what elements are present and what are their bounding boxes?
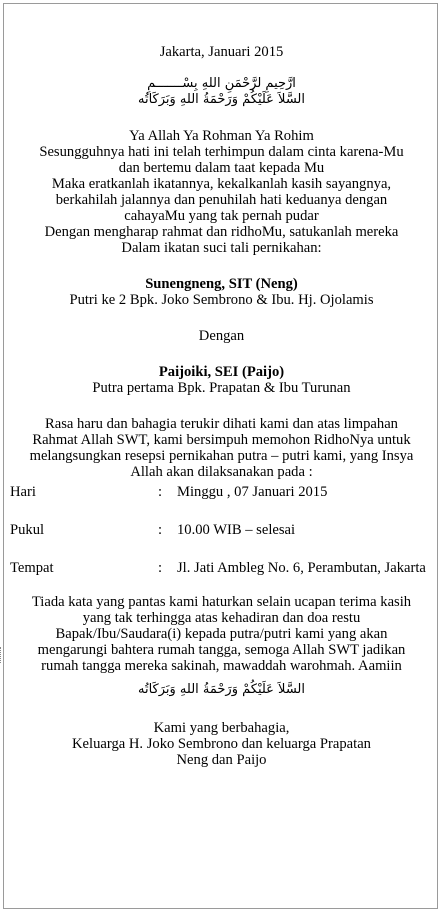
- prayer-line: Ya Allah Ya Rohman Ya Rohim: [129, 128, 314, 144]
- margin-marker: [0, 647, 3, 663]
- closing-salam-arabic: السَّلاَ عَلَيْكُمْ وَرَحْمَةُ اللهِ وَبَرَكَاتُه: [137, 682, 305, 697]
- groom-name: Paijoiki, SEI (Paijo): [158, 364, 285, 380]
- detail-colon: :: [158, 522, 163, 538]
- detail-value: Minggu , 07 Januari 2015: [177, 484, 328, 500]
- salam-arabic: السَّلاَ عَلَيْكُمْ وَرَحْمَةُ اللهِ وَبَرَكَاتُه: [137, 92, 305, 107]
- invitation-line: melangsungkan resepsi pernikahan putra – putri kami, yang Insya: [29, 448, 414, 464]
- closing-line: yang tak terhingga atas kehadiran dan doa restu: [82, 610, 361, 626]
- closing-block: [10, 594, 433, 674]
- groom-parents: Putra pertama Bpk. Prapatan & Ibu Turunan: [92, 380, 351, 396]
- detail-row-hari: [10, 484, 433, 500]
- invitation-line: Rasa haru dan bahagia terukir dihati kami dan atas limpahan: [45, 416, 398, 432]
- prayer-line: Sesungguhnya hati ini telah terhimpun dalam cinta karena-Mu: [39, 144, 404, 160]
- closing-line: Bapak/Ibu/Saudara(i) kepada putra/putri kami yang akan: [55, 626, 388, 642]
- detail-value: Jl. Jati Ambleg No. 6, Perambutan, Jakarta: [177, 560, 426, 576]
- detail-label: Tempat: [10, 560, 54, 576]
- signature-line: Neng dan Paijo: [176, 752, 267, 768]
- prayer-line: dan bertemu dalam taat kepada Mu: [118, 160, 325, 176]
- bride-name: Sunengneng, SIT (Neng): [145, 276, 298, 292]
- signature-line: Keluarga H. Joko Sembrono dan keluarga Prapatan: [72, 736, 371, 752]
- detail-label: Pukul: [10, 522, 45, 538]
- closing-line: mengarungi bahtera rumah tangga, semoga Allah SWT jadikan: [37, 642, 406, 658]
- place-date: Jakarta, Januari 2015: [159, 44, 284, 60]
- detail-colon: :: [158, 484, 163, 500]
- signature-line: Kami yang berbahagia,: [153, 720, 290, 736]
- closing-line: Tiada kata yang pantas kami haturkan selain ucapan terima kasih: [31, 594, 412, 610]
- bride-parents: Putri ke 2 Bpk. Joko Sembrono & Ibu. Hj. Ojolamis: [69, 292, 374, 308]
- prayer-line: Dengan mengharap rahmat dan ridhoMu, satukanlah mereka: [44, 224, 399, 240]
- detail-value: 10.00 WIB – selesai: [177, 522, 296, 538]
- connector-text: Dengan: [198, 328, 245, 344]
- bismillah-arabic: ارَّحِيمِ لرَّحْمَنِ اللهِ بِسْـــــــمِ: [147, 76, 296, 91]
- detail-row-tempat: [10, 560, 433, 576]
- invitation-text[interactable]: [10, 44, 433, 768]
- detail-label: Hari: [10, 484, 36, 500]
- prayer-line: cahayaMu yang tak pernah pudar: [124, 208, 319, 224]
- prayer-line: Maka eratkanlah ikatannya, kekalkanlah kasih sayangnya,: [51, 176, 392, 192]
- prayer-line: Dalam ikatan suci tali pernikahan:: [121, 240, 322, 256]
- prayer-line: berkahilah jalannya dan penuhilah hati keduanya dengan: [55, 192, 388, 208]
- invitation-line: Allah akan dilaksanakan pada :: [130, 464, 313, 480]
- closing-line: rumah tangga mereka sakinah, mawaddah warohmah. Aamiin: [41, 658, 402, 674]
- signature-block: [10, 720, 433, 768]
- detail-colon: :: [158, 560, 163, 576]
- prayer-block: [10, 128, 433, 256]
- invitation-line: Rahmat Allah SWT, kami bersimpuh memohon RidhoNya untuk: [32, 432, 411, 448]
- detail-row-pukul: [10, 522, 433, 538]
- invitation-block: [10, 416, 433, 480]
